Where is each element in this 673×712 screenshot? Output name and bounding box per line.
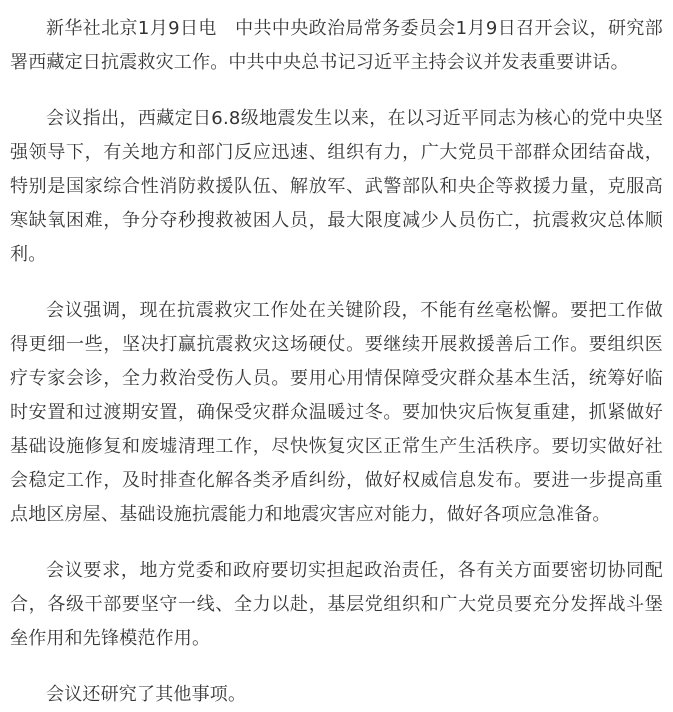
paragraph-meeting-emphasized: 会议强调，现在抗震救灾工作处在关键阶段，不能有丝毫松懈。要把工作做得更细一些，坚决打赢抗震救灾这场硬仗。要继续开展救援善后工作。要组织医疗专家会诊，全力救治受伤人员。要用心用情保障受灾群众基本生活，统筹好临时安置和过渡期安置，确保受灾群众温暖过冬。要加快灾后恢复重建，抓紧做好基础设施修复和废墟清理工作，尽快恢复灾区正常生产生活秩序。要切实做好社会稳定工作，及时排查化解各类矛盾纠纷，做好权威信息发布。要进一步提高重点地区房屋、基础设施抗震能力和地震灾害应对能力，做好各项应急准备。 [10,300,663,525]
paragraph-meeting-noted: 会议指出，西藏定日6.8级地震发生以来，在以习近平同志为核心的党中央坚强领导下，有关地方和部门反应迅速、组织有力，广大党员干部群众团结奋战，特别是国家综合性消防救援队伍、解放军、武警部队和央企等救援力量，克服高寒缺氧困难，争分夺秒搜救被困人员，最大限度减少人员伤亡，抗震救灾总体顺利。 [10,108,663,265]
paragraph-meeting-required: 会议要求，地方党委和政府要切实担起政治责任，各有关方面要密切协同配合，各级干部要坚守一线、全力以赴，基层党组织和广大党员要充分发挥战斗堡垒作用和先锋模范作用。 [10,560,663,649]
paragraph-other-matters: 会议还研究了其他事项。 [46,684,247,705]
paragraph-dateline: 新华社北京1月9日电 中共中央政治局常务委员会1月9日召开会议，研究部署西藏定日抗震救灾工作。中共中央总书记习近平主持会议并发表重要讲话。 [10,18,663,73]
